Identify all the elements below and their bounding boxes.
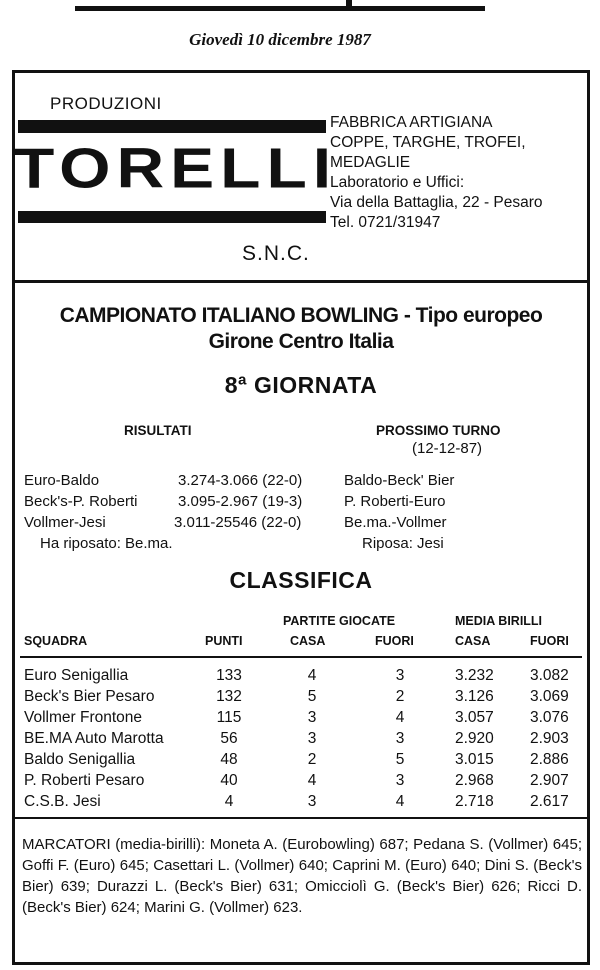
table-header-rule [20,656,582,658]
team-name: Euro Senigallia [24,667,129,684]
next-match: Baldo-Beck' Bier [344,472,455,489]
th-squadra: SQUADRA [24,634,88,648]
team-media-fuori: 3.076 [530,709,569,726]
ad-address-line: COPPE, TARGHE, TROFEI, [330,134,526,151]
prossimo-turno-heading: PROSSIMO TURNO [376,423,501,438]
team-fuori: 4 [395,709,405,726]
team-name: Baldo Senigallia [24,751,136,768]
result-match: Vollmer-Jesi [24,514,106,531]
team-media-casa: 3.232 [455,667,494,684]
next-match: Be.ma.-Vollmer [344,514,447,531]
th-casa: CASA [290,634,326,648]
article-title [12,303,590,355]
riposa-note: Riposa: Jesi [362,535,444,552]
team-media-fuori: 2.907 [530,772,569,789]
team-fuori: 4 [395,793,405,810]
team-punti: 56 [220,730,238,747]
team-fuori: 3 [395,667,405,684]
ad-divider [12,280,590,283]
result-match: Beck's-P. Roberti [24,493,138,510]
team-name: Vollmer Frontone [24,709,143,726]
team-casa: 5 [307,688,317,705]
team-media-casa: 2.968 [455,772,494,789]
team-punti: 132 [216,688,242,705]
team-media-casa: 3.126 [455,688,494,705]
result-score: 3.011-25546 (22-0) [174,514,302,531]
team-media-casa: 3.057 [455,709,494,726]
ad-address-line: Via della Battaglia, 22 - Pesaro [330,194,543,211]
team-casa: 2 [307,751,317,768]
riposato-note: Ha riposato: Be.ma. [40,535,173,552]
team-name: C.S.B. Jesi [24,793,101,810]
marcatori-divider [12,817,590,819]
team-fuori: 5 [395,751,405,768]
team-fuori: 2 [395,688,405,705]
ad-address-line: FABBRICA ARTIGIANA [330,114,493,131]
team-fuori: 3 [395,772,405,789]
team-media-fuori: 3.082 [530,667,569,684]
team-punti: 115 [216,709,242,726]
prossimo-turno-date: (12-12-87) [412,440,483,457]
marcatori-paragraph: MARCATORI (media-birilli): Moneta A. (Eurobowling) 687; Pedana S. (Vollmer) 645; Goffi F. (Euro) 645; Casettari L. (Vollmer) 640; Caprini M. (Euro) 640; Dini S. (Beck's Bier) 639; Durazzi L. (Beck's Bier) 631; Omicciolì G. (Beck's Bier) 626; Ricci D. (Beck's Bier) 624; Marini G. (Vollmer) 623. [22,836,582,916]
logo-bar-bottom [18,211,326,223]
ad-produzioni: PRODUZIONI [50,94,162,113]
team-casa: 4 [307,667,317,684]
risultati-heading: RISULTATI [124,423,192,438]
team-media-casa: 2.718 [455,793,494,810]
team-media-fuori: 3.069 [530,688,569,705]
ad-address-line: MEDAGLIE [330,154,411,171]
team-casa: 3 [307,709,317,726]
ad-address-line: Laboratorio e Uffici: [330,174,465,191]
result-match: Euro-Baldo [24,472,100,489]
th-media-fuori: FUORI [530,634,569,648]
team-media-casa: 2.920 [455,730,494,747]
th-fuori: FUORI [375,634,414,648]
header-rule-notch [346,0,352,8]
next-match: P. Roberti-Euro [344,493,446,510]
ad-address-line: Tel. 0721/31947 [330,214,441,231]
result-score: 3.274-3.066 (22-0) [178,472,303,489]
team-media-fuori: 2.903 [530,730,569,747]
ad-company-type: S.N.C. [242,242,310,265]
th-media-casa: CASA [455,634,491,648]
team-punti: 4 [224,793,234,810]
team-casa: 4 [307,772,317,789]
torelli-logo: TORELLI [14,136,338,200]
classifica-heading: CLASSIFICA [229,567,373,593]
th-partite-giocate: PARTITE GIOCATE [283,614,396,628]
team-name: BE.MA Auto Marotta [24,730,164,747]
article-title-line1: CAMPIONATO ITALIANO BOWLING - Tipo europeo [59,304,543,327]
team-punti: 48 [220,751,238,768]
team-media-casa: 3.015 [455,751,494,768]
team-media-fuori: 2.886 [530,751,569,768]
logo-bar-top [18,120,326,133]
team-punti: 40 [220,772,238,789]
team-name: P. Roberti Pesaro [24,772,145,789]
th-punti: PUNTI [205,634,243,648]
team-casa: 3 [307,793,317,810]
header-rule [75,6,485,11]
team-punti: 133 [216,667,242,684]
team-casa: 3 [307,730,317,747]
giornata-heading: 8ª GIORNATA [224,372,378,398]
article-title-line2: Girone Centro Italia [208,330,394,353]
team-name: Beck's Bier Pesaro [24,688,155,705]
issue-date: Giovedì 10 dicembre 1987 [189,30,371,49]
team-fuori: 3 [395,730,405,747]
ad-address [330,113,592,233]
team-media-fuori: 2.617 [530,793,569,810]
result-score: 3.095-2.967 (19-3) [178,493,303,510]
th-media-birilli: MEDIA BIRILLI [455,614,543,628]
